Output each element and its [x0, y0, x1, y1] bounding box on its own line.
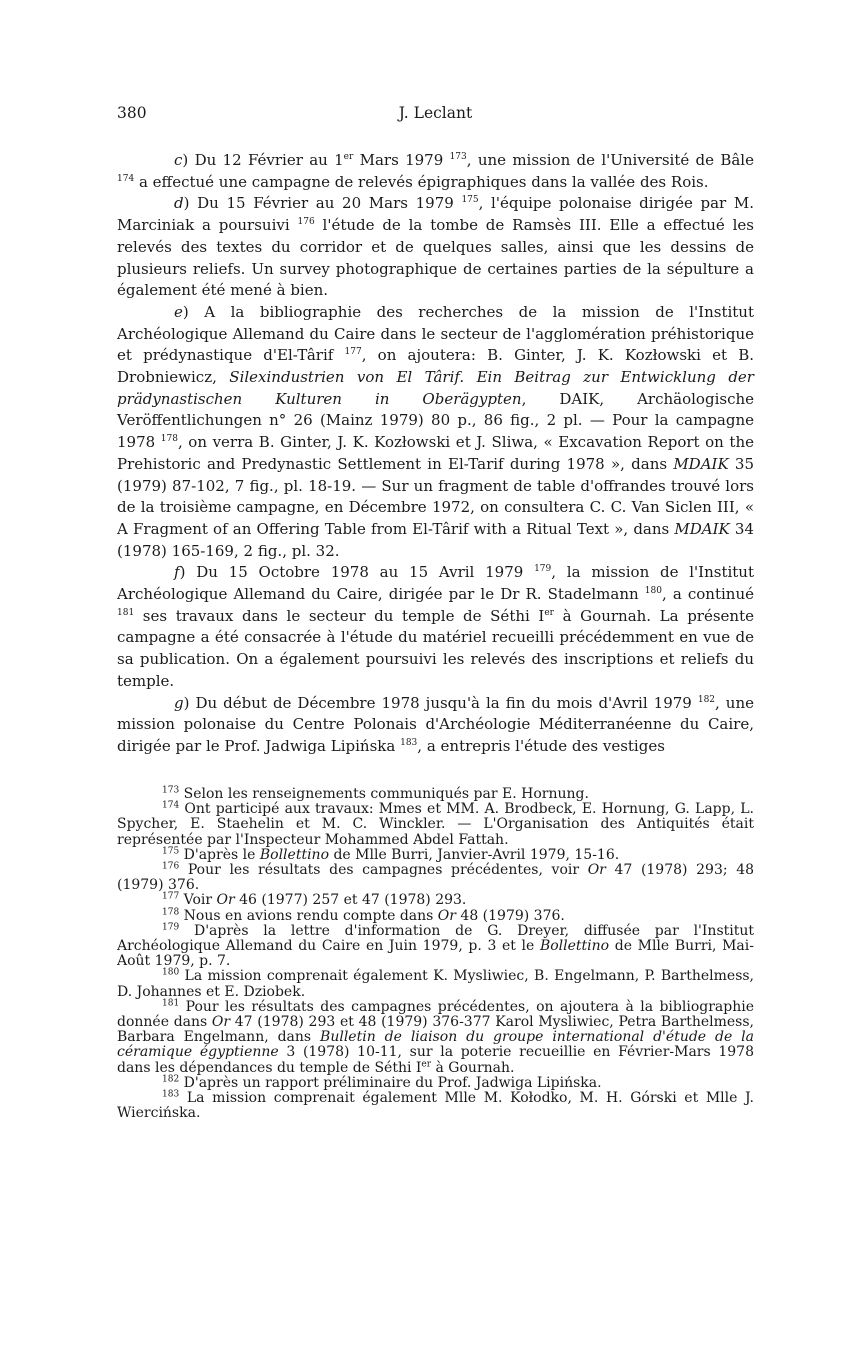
text-run: 35 (1979) 87-102, 7 fig., pl. 18-19. — Sur un fragment de table d'offrandes trouvé lors de la troisième campagne, en Décembre 1972, on consultera C. C. Van Siclen III, « A Fragment of an Offering Table from El-Târif with a Ritual Text », dans [117, 454, 754, 538]
footnote-number: 178 [162, 906, 180, 917]
running-header [117, 104, 754, 130]
superscript: 176 [297, 217, 315, 228]
italic-text: Or [216, 892, 235, 909]
footnote-number: 179 [162, 922, 180, 933]
text-run: a effectué une campagne de relevés épigraphiques dans la vallée des Rois. [134, 172, 709, 191]
footnote-number: 174 [162, 800, 180, 811]
text-run: , on verra B. Ginter, J. K. Kozłowski et J. Sliwa, « Excavation Report on the Prehistoric and Predynastic Settlement in El-Tarif during 1978 », dans [117, 433, 754, 473]
running-title-author: J. Leclant [398, 104, 473, 122]
text-run: Mars 1979 [353, 151, 450, 169]
italic-text: Bulletin de liaison du groupe international d'étude de la céramique égyptienne [117, 1029, 755, 1061]
footnote-number: 175 [162, 846, 180, 857]
superscript: er [544, 607, 554, 618]
text-run: 47 (1978) 293; 48 (1979) 376. [117, 862, 755, 894]
superscript: 174 [117, 173, 135, 184]
text-run: 3 (1978) 10-11, sur la poterie recueillie en Février-Mars 1978 dans les dépendances du temple de Séthi I [117, 1044, 754, 1076]
text-run: Nous en avions rendu compte dans [183, 907, 438, 924]
text-run: de Mlle Burri, Mai-Août 1979, p. 7. [117, 938, 754, 970]
superscript: er [421, 1059, 432, 1069]
text-run: , a entrepris l'étude des vestiges [417, 736, 665, 755]
footnote-number: 177 [162, 891, 180, 902]
text-run: 48 (1979) 376. [455, 907, 565, 924]
text-run: Du début de Décembre 1978 jusqu'à la fin du mois d'Avril 1979 [195, 693, 698, 712]
superscript: 183 [400, 737, 418, 748]
footnote-176 [117, 863, 754, 893]
superscript: 175 [461, 195, 479, 206]
text-run: de Mlle Burri, Janvier-Avril 1979, 15-16. [329, 846, 620, 863]
superscript: 179 [534, 564, 552, 575]
text-run: , a continué [661, 585, 754, 604]
text-run: , une mission polonaise du Centre Polonais d'Archéologie Méditerranéenne du Caire, dirigée par le Prof. Jadwiga Lipińska [117, 693, 755, 755]
italic-text: Or [211, 1014, 231, 1031]
footnote-178 [117, 906, 754, 924]
text-run: Du 15 Octobre 1978 au 15 Avril 1979 [196, 563, 535, 582]
footnote-number: 182 [162, 1074, 180, 1085]
superscript: 182 [697, 694, 716, 705]
italic-text: MDAIK [674, 519, 730, 538]
footnote-number: 173 [162, 785, 180, 796]
paragraph-g: g) Du début de Décembre 1978 jusqu'à la fin du mois d'Avril 1979 $^{182}$, une mission polonaise du Centre Polonais d'Archéologie Méditerranéenne du Caire, dirigée par le Prof. Jadwiga Lipińska $^{183}$, a entrepris l'étude des vestiges [117, 693, 755, 755]
text-run: , l'équipe polonaise dirigée par M. Marciniak a poursuivi [117, 194, 755, 235]
text-run: 34 (1978) 165-169, 2 fig., pl. 32. [117, 519, 754, 560]
italic-text: Or [437, 907, 456, 924]
footnote-174 [117, 802, 754, 848]
paragraph-letter: e [174, 302, 183, 321]
superscript: 180 [644, 586, 662, 597]
footnote-number: 176 [162, 861, 180, 872]
text-run: 47 (1978) 293 et 48 (1979) 376-377 Karol Mysliwiec, Petra Barthelmess, Barbara Engelmann, dans [117, 1014, 754, 1046]
italic-text: Bollettino [539, 938, 610, 955]
footnote-180 [117, 969, 754, 999]
italic-text: Silexindustrien von El Târif. Ein Beitrag zur Entwicklung der prädynastischen Kulturen in Oberägypten [117, 368, 754, 408]
text-run: , la mission de l'Institut Archéologique Allemand du Caire, dirigée par le Dr R. Stadelmann [117, 563, 755, 604]
paragraph-letter: c [174, 151, 183, 169]
paragraph-e: e) A la bibliographie des recherches de la mission de l'Institut Archéologique Allemand du Caire dans le secteur de l'agglomération préhistorique et prédynastique d'El-Târif $^{177}$, on ajoutera: B. Ginter, J. K. Kozłowski et B. Drobniewicz, Silexindustrien von El Târif. Ein Beitrag zur Entwicklung der prädynastischen Kulturen in Oberägypten, DAIK, Archäologische Veröffentlichungen n° 26 (Mainz 1979) 80 p., 86 fig., 2 pl. — Pour la campagne 1978 $^{178}$, on verra B. Ginter, J. K. Kozłowski et J. Sliwa, « Excavation Report on the Prehistoric and Predynastic Settlement in El-Tarif during 1978 », dans MDAIK 35 (1979) 87-102, 7 fig., pl. 18-19. — Sur un fragment de table d'offrandes trouvé lors de la troisième campagne, en Décembre 1972, on consultera C. C. Van Siclen III, « A Fragment of an Offering Table from El-Târif with a Ritual Text », dans MDAIK 34 (1978) 165-169, 2 fig., pl. 32. [117, 302, 755, 560]
text-run: Voir [183, 892, 217, 909]
text-run: A la bibliographie des recherches de la mission de l'Institut Archéologique Allemand du Caire dans le secteur de l'agglomération préhistorique et prédynastique d'El-Târif [117, 302, 754, 365]
superscript: 173 [449, 152, 467, 162]
italic-text: Or [587, 862, 606, 879]
footnote-number: 180 [162, 967, 180, 978]
text-run: Ont participé aux travaux: Mmes et MM. A. Brodbeck, E. Hornung, G. Lapp, L. Spycher, E. Staehelin et M. C. Winckler. — L'Organisation des Antiquités était représentée par l'Inspecteur Mohammed Abdel Fattah. [117, 801, 754, 848]
main-text [117, 150, 754, 758]
footnote-173 [117, 787, 754, 802]
paragraph-c: c) Du 12 Février au 1er Mars 1979 $^{173}$, une mission de l'Université de Bâle $^{174}$ a effectué une campagne de relevés épigraphiques dans la vallée des Rois. [117, 151, 754, 191]
document-page [117, 104, 755, 1122]
text-run: 46 (1977) 257 et 47 (1978) 293. [234, 892, 467, 909]
superscript: 177 [344, 347, 362, 358]
italic-text: Bollettino [259, 846, 329, 863]
footnote-177 [117, 893, 754, 908]
footnote-number: 183 [162, 1089, 180, 1100]
text-run: Du 12 Février au 1 [194, 151, 344, 169]
page-number: 380 [117, 104, 147, 122]
paragraph-letter: f [174, 563, 180, 582]
footnote-183 [117, 1091, 754, 1121]
text-run: D'après un rapport préliminaire du Prof. Jadwiga Lipińska. [183, 1074, 602, 1091]
text-run: , on ajoutera: B. Ginter, J. K. Kozłowski et B. Drobniewicz, [117, 346, 754, 387]
text-run: Pour les résultats des campagnes précédentes, on ajoutera à la bibliographie donnée dans [117, 998, 755, 1031]
text-run: La mission comprenait également Mlle M. Kołodko, M. H. Górski et Mlle J. Wiercińska. [117, 1090, 754, 1122]
italic-text: MDAIK [673, 454, 729, 473]
paragraph-letter: g [174, 693, 184, 712]
footnote-182 [117, 1076, 754, 1091]
superscript: er [343, 152, 354, 162]
text-run: , une mission de l'Université de Bâle [466, 151, 754, 169]
text-run: à Gournah. [431, 1059, 515, 1076]
paragraph-d: d) Du 15 Février au 20 Mars 1979 $^{175}$, l'équipe polonaise dirigée par M. Marciniak a poursuivi $^{176}$ l'étude de la tombe de Ramsès III. Elle a effectué les relevés des textes du corridor et de quelques salles, ainsi que les dessins de plusieurs reliefs. Un survey photographique de certaines parties de la sépulture a également été mené à bien. [117, 194, 755, 300]
text-run: ses travaux dans le secteur du temple de Séthi I [134, 606, 545, 625]
paragraph-f: f) Du 15 Octobre 1978 au 15 Avril 1979 $^{179}$, la mission de l'Institut Archéologique Allemand du Caire, dirigée par le Dr R. Stadelmann $^{180}$, a continué $^{181}$ ses travaux dans le secteur du temple de Séthi Ier à Gournah. La présente campagne a été consacrée à l'étude du matériel recueilli précédemment en vue de sa publication. On a également poursuivi les relevés des inscriptions et reliefs du temple. [117, 563, 755, 690]
text-run: l'étude de la tombe de Ramsès III. Elle a effectué les relevés des textes du corridor et de quelques salles, ainsi que les dessins de plusieurs reliefs. Un survey photographique de certaines parties de la sépulture a également été mené à bien. [117, 216, 754, 300]
text-run: Selon les renseignements communiqués par E. Hornung. [183, 786, 589, 802]
footnotes [117, 787, 754, 1121]
text-run: Du 15 Février au 20 Mars 1979 [197, 194, 462, 213]
text-run: D'après la lettre d'information de G. Dreyer, diffusée par l'Institut Archéologique Allemand du Caire en Juin 1979, p. 3 et le [117, 922, 754, 955]
text-run: à Gournah. La présente campagne a été consacrée à l'étude du matériel recueilli précédemment en vue de sa publication. On a également poursuivi les relevés des inscriptions et reliefs du temple. [117, 606, 754, 690]
text-run: Pour les résultats des campagnes précédentes, voir [187, 862, 588, 879]
footnote-number: 181 [162, 998, 180, 1009]
text-run: D'après le [183, 846, 260, 863]
text-run: La mission comprenait également K. Mysliwiec, B. Engelmann, P. Barthelmess, D. Johannes et E. Dziobek. [117, 968, 755, 1000]
paragraph-letter: d [174, 194, 184, 213]
footnote-175 [117, 848, 754, 863]
superscript: 181 [117, 607, 135, 618]
superscript: 178 [160, 434, 178, 445]
footnote-181 [117, 1000, 754, 1076]
footnote-179 [117, 924, 754, 970]
text-run: , DAIK, Archäologische Veröffentlichungen n° 26 (Mainz 1979) 80 p., 86 fig., 2 pl. — Pour la campagne 1978 [117, 389, 755, 452]
